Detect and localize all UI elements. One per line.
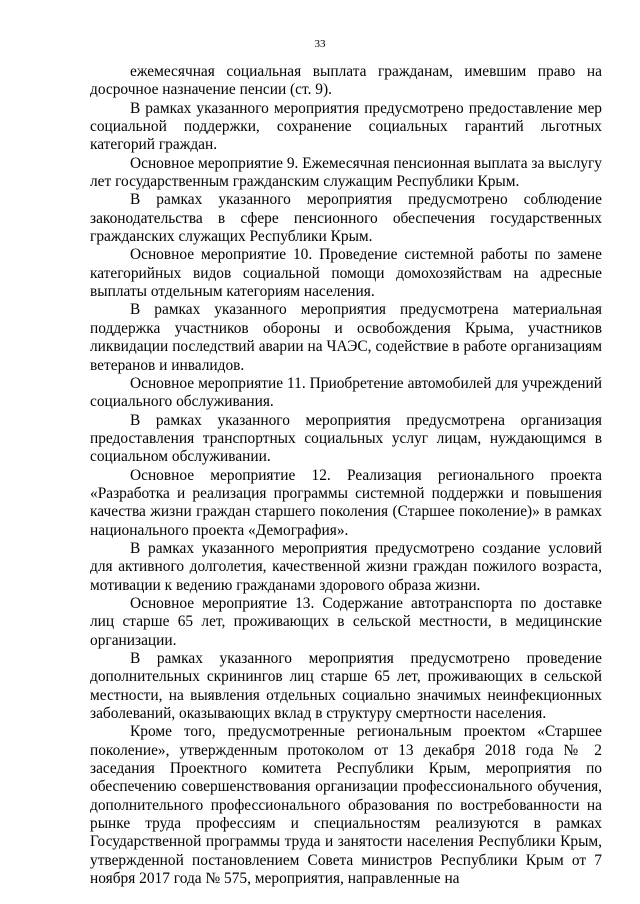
- paragraph: ежемесячная социальная выплата гражданам, имевшим право на досрочное назначение пенсии (ст. 9).: [90, 63, 602, 99]
- paragraph: В рамках указанного мероприятия предусмотрена организация предоставления транспортных социальных услуг лицам, нуждающимся в социальном обслуживании.: [90, 411, 602, 466]
- paragraph: В рамках указанного мероприятия предусмотрено проведение дополнительных скринингов лиц старше 65 лет, проживающих в сельской местности, на выявления отдельных социально значимых неинфекционных заболеваний, оказывающих вклад в структуру смертности населения.: [90, 650, 602, 723]
- paragraph: В рамках указанного мероприятия предусмотрена материальная поддержка участников обороны и освобождения Крыма, участников ликвидации последствий аварии на ЧАЭС, содействие в работе организациям ветеранов и инвалидов.: [90, 301, 602, 374]
- paragraph: Основное мероприятие 10. Проведение системной работы по замене категорийных видов социальной помощи домохозяйствам на адресные выплаты отдельным категориям населения.: [90, 246, 602, 301]
- body-text: [90, 63, 602, 888]
- page-number: 33: [314, 38, 326, 50]
- paragraph: Основное мероприятие 13. Содержание автотранспорта по доставке лиц старше 65 лет, проживающих в сельской местности, в медицинские организации.: [90, 594, 602, 649]
- paragraph: Кроме того, предусмотренные региональным проектом «Старшее поколение», утвержденным протоколом от 13 декабря 2018 года № 2 заседания Проектного комитета Республики Крым, мероприятия по обеспечению совершенствования организации профессионального обучения, дополнительного профессионального образования по востребованности на рынке труда профессиям и специальностям реализуются в рамках Государственной программы труда и занятости населения Республики Крым, утвержденной постановлением Совета министров Республики Крым от 7 ноября 2017 года № 575, мероприятия, направленные на: [90, 723, 602, 888]
- paragraph: В рамках указанного мероприятия предусмотрено соблюдение законодательства в сфере пенсионного обеспечения государственных гражданских служащих Республики Крым.: [90, 191, 602, 246]
- paragraph: Основное мероприятие 9. Ежемесячная пенсионная выплата за выслугу лет государственным гражданским служащим Республики Крым.: [90, 154, 602, 191]
- paragraph: В рамках указанного мероприятия предусмотрено предоставление мер социальной поддержки, сохранение социальных гарантий льготных категорий граждан.: [90, 99, 602, 154]
- paragraph: В рамках указанного мероприятия предусмотрено создание условий для активного долголетия, качественной жизни граждан пожилого возраста, мотивации к ведению гражданами здорового образа жизни.: [90, 539, 602, 594]
- paragraph: Основное мероприятие 12. Реализация регионального проекта «Разработка и реализация программы системной поддержки и повышения качества жизни граждан старшего поколения (Старшее поколение)» в рамках национального проекта «Демография».: [90, 466, 602, 539]
- paragraph: Основное мероприятие 11. Приобретение автомобилей для учреждений социального обслуживания.: [90, 374, 602, 411]
